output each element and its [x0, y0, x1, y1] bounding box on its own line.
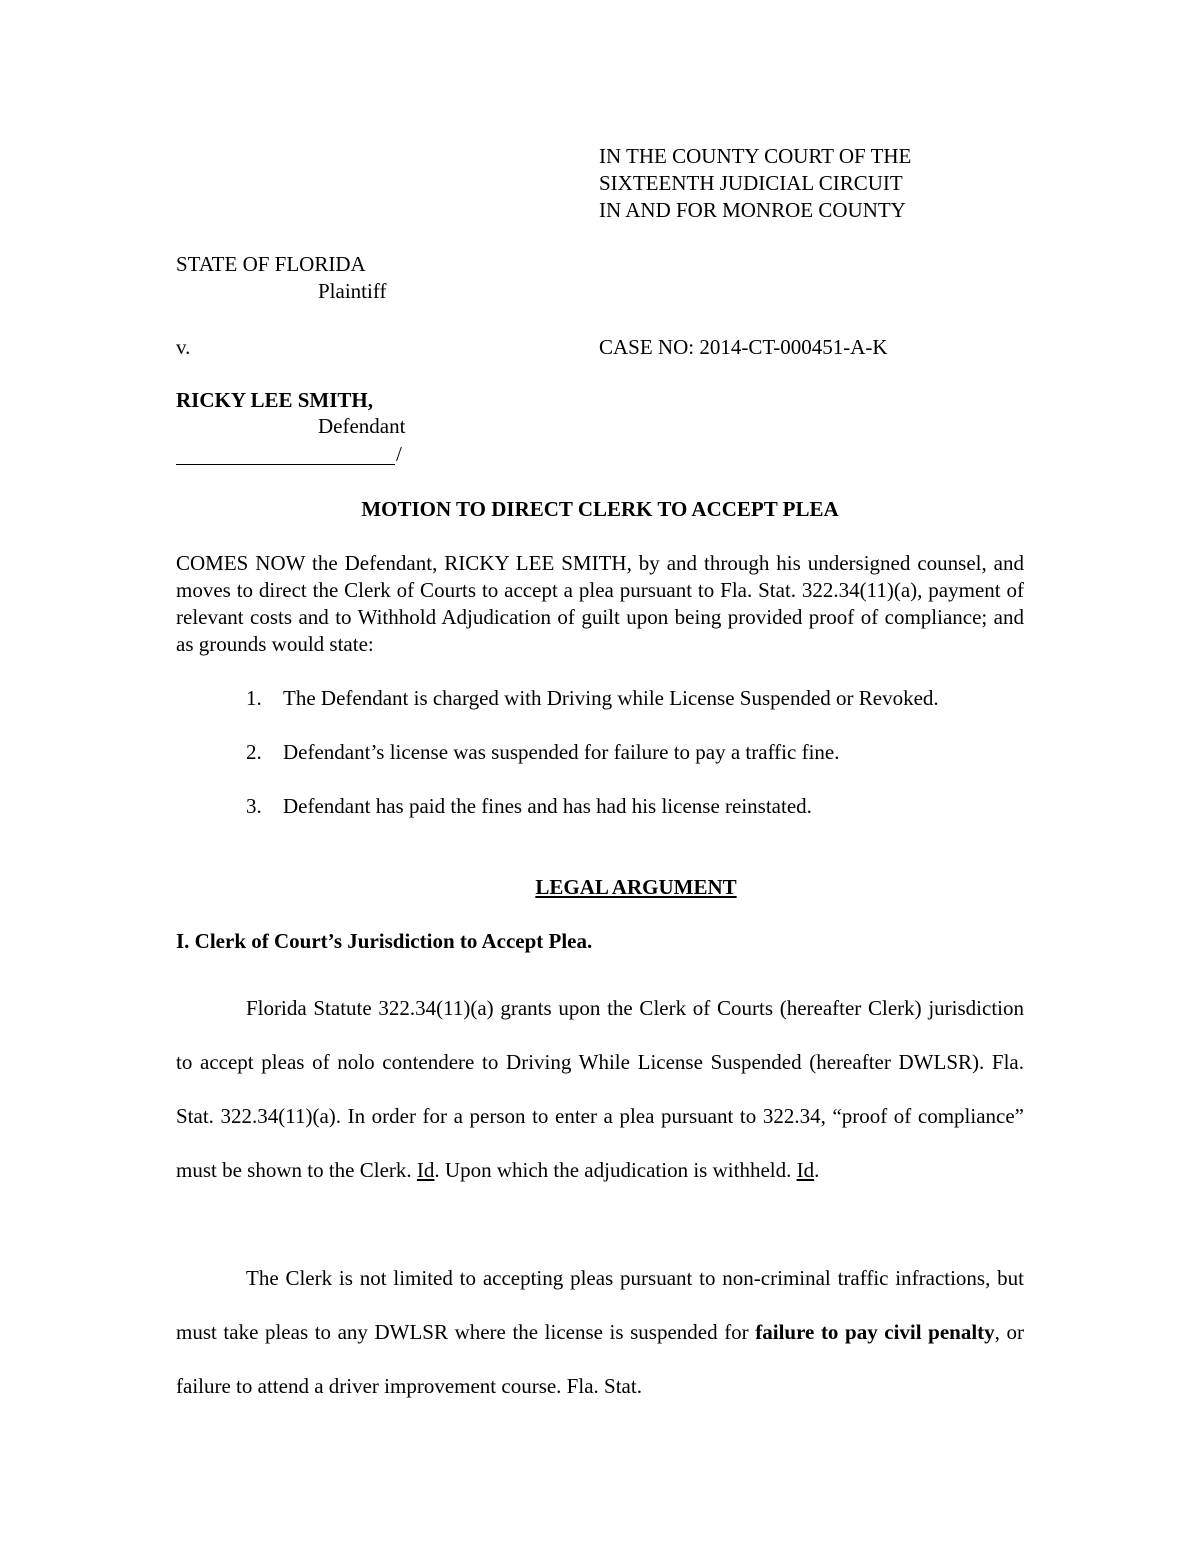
intro-paragraph: COMES NOW the Defendant, RICKY LEE SMITH, by and through his undersigned counsel, and moves to direct the Clerk of Courts to accept a plea pursuant to Fla. Stat. 322.34(11)(a), payment of relevant costs and to Withhold Adjudication of guilt upon being provided proof of compliance; and as grounds would state: [176, 551, 1024, 656]
citation-id: Id [416, 1158, 435, 1182]
court-line-1: IN THE COUNTY COURT OF THE [599, 144, 912, 168]
paragraph-1-text: Florida Statute 322.34(11)(a) grants upon the Clerk of Courts (hereafter Clerk) jurisdiction to accept pleas of nolo contendere to Driving While License Suspended (hereafter DWLSR). Fla. Stat. 322.34(11)(a). In order for a person to enter a plea pursuant to 322.34, “proof of compliance” must be shown to the Clerk. [176, 996, 1024, 1182]
list-item-number: 3. [246, 794, 262, 818]
motion-title: MOTION TO DIRECT CLERK TO ACCEPT PLEA [361, 497, 839, 521]
list-item-text: Defendant’s license was suspended for failure to pay a traffic fine. [283, 740, 840, 764]
list-item [246, 685, 939, 712]
list-item-text: The Defendant is charged with Driving while License Suspended or Revoked. [283, 686, 939, 710]
paragraph-2-bold: failure to pay civil penalty [755, 1320, 995, 1344]
versus: v. [176, 335, 191, 359]
paragraph-1-text-2: Upon which the adjudication is withheld. [444, 1158, 792, 1182]
legal-argument-heading [0, 874, 1200, 901]
paragraph-1: Florida Statute 322.34(11)(a) grants upon the Clerk of Courts (hereafter Clerk) jurisdiction to accept pleas of nolo contendere to Driving While License Suspended (hereafter DWLSR). Fla. Stat. 322.34(11)(a). In order for a person to enter a plea pursuant to 322.34, “proof of compliance” must be shown to the Clerk. Id. Upon which the adjudication is withheld. Id. [176, 996, 1024, 1182]
citation-id: Id [796, 1158, 815, 1182]
paragraph-2-text: The Clerk is not limited to accepting pleas pursuant to non-criminal traffic infractions, but must take pleas to any DWLSR where the license is suspended for [176, 1266, 1024, 1344]
section-1-heading: I. Clerk of Court’s Jurisdiction to Accept Plea. [176, 929, 593, 953]
paragraph-2-text-2: , or failure to attend a driver improvement course. Fla. Stat. [176, 1320, 1024, 1398]
court-header [599, 143, 911, 224]
plaintiff-role: Plaintiff [318, 279, 387, 303]
list-item-number: 2. [246, 740, 262, 764]
caption-slash: / [396, 442, 402, 466]
list-item [246, 793, 812, 820]
defendant-name: RICKY LEE SMITH, [176, 388, 374, 412]
legal-argument-heading-text: LEGAL ARGUMENT [535, 875, 737, 899]
court-line-3: IN AND FOR MONROE COUNTY [599, 198, 906, 222]
defendant-role: Defendant [318, 414, 406, 438]
plaintiff-name: STATE OF FLORIDA [176, 252, 366, 276]
list-item [246, 739, 839, 766]
court-line-2: SIXTEENTH JUDICIAL CIRCUIT [599, 171, 903, 195]
list-item-text: Defendant has paid the fines and has had his license reinstated. [283, 794, 812, 818]
case-number: CASE NO: 2014-CT-000451-A-K [599, 335, 888, 359]
caption-signature-line [176, 464, 395, 465]
list-item-number: 1. [246, 686, 262, 710]
paragraph-2 [176, 1251, 1024, 1413]
